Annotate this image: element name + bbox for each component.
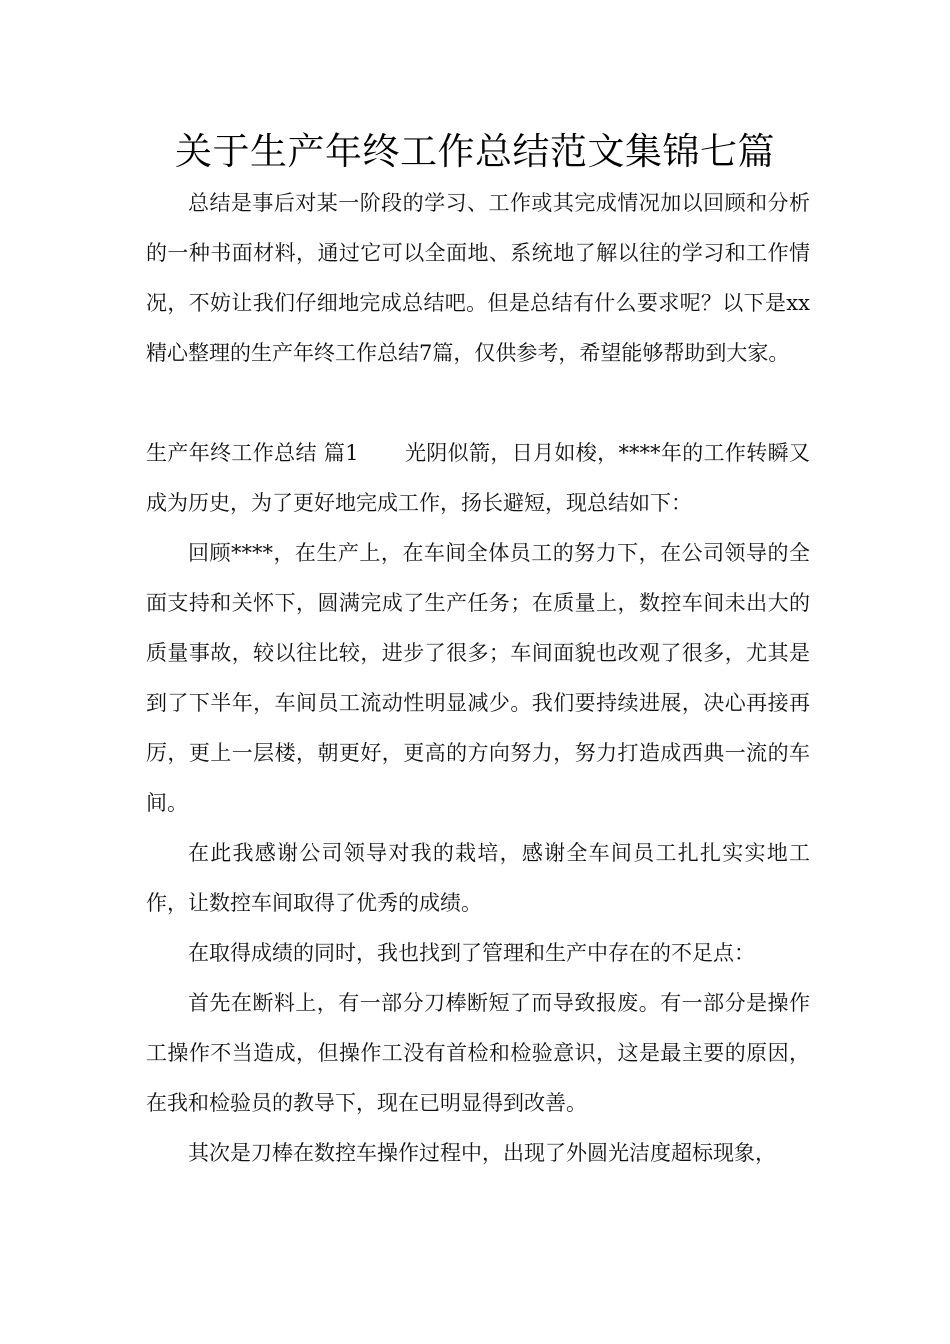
body-paragraph: 在取得成绩的同时，我也找到了管理和生产中存在的不足点： (188, 941, 755, 965)
document-title: 关于生产年终工作总结范文集锦七篇 (175, 130, 775, 173)
section-1-lead: 光阴似箭，日月如梭，****年的工作转瞬又成为历史，为了更好地完成工作，扬长避短，现总结如下： (146, 441, 810, 515)
body-paragraph: 在此我感谢公司领导对我的栽培，感谢全车间员工扎扎实实地工作，让数控车间取得了优秀的成绩。 (146, 841, 810, 915)
intro-paragraph: 总结是事后对某一阶段的学习、工作或其完成情况加以回顾和分析的一种书面材料，通过它可以全面地、系统地了解以往的学习和工作情况，不妨让我们仔细地完成总结吧。但是总结有什么要求呢？以下是xx精心整理的生产年终工作总结7篇，仅供参考，希望能够帮助到大家。 (146, 191, 810, 365)
section-1-paragraph (146, 428, 810, 528)
paragraph-spacer (146, 378, 810, 428)
body-paragraph: 回顾****，在生产上，在车间全体员工的努力下，在公司领导的全面支持和关怀下，圆满完成了生产任务；在质量上，数控车间未出大的质量事故，较以往比较，进步了很多；车间面貌也改观了很多，尤其是到了下半年，车间员工流动性明显减少。我们要持续进展，决心再接再厉，更上一层楼，朝更好，更高的方向努力，努力打造成西典一流的车间。 (146, 541, 810, 815)
section-1-heading: 生产年终工作总结 篇1 (146, 441, 359, 465)
document-body (146, 178, 810, 1178)
body-paragraph: 首先在断料上，有一部分刀棒断短了而导致报废。有一部分是操作工操作不当造成，但操作工没有首检和检验意识，这是最主要的原因，在我和检验员的教导下，现在已明显得到改善。 (146, 991, 810, 1115)
body-paragraph: 其次是刀棒在数控车操作过程中，出现了外圆光洁度超标现象， (188, 1141, 776, 1165)
